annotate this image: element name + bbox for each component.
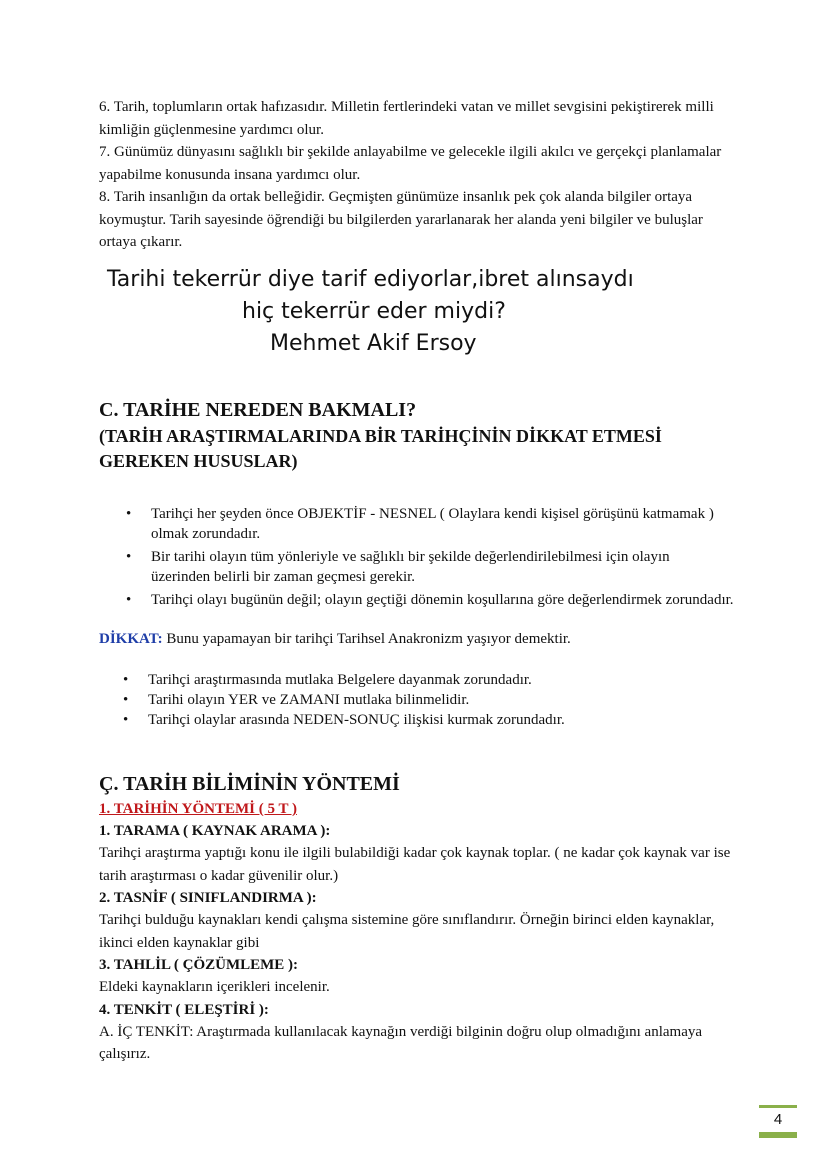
- dikkat-note: [99, 628, 739, 651]
- page-number-box: [759, 1105, 797, 1138]
- dikkat-label: DİKKAT:: [99, 630, 163, 647]
- section-c-bullet-list-2: [99, 670, 739, 730]
- method-text: A. İÇ TENKİT: Araştırmada kullanılacak kaynağın verdiği bilginin doğru olup olmadığını anlamaya çalışırız.: [99, 1023, 703, 1062]
- quote-block: [99, 264, 739, 360]
- method-item-1: [99, 820, 739, 887]
- list-item: • Bir tarihi olayın tüm yönleriyle ve sağlıklı bir şekilde değerlendirilebilmesi için olayın üzerinden belirli bir zaman geçmesi gerekir.: [126, 548, 670, 585]
- method-text: Eldeki kaynakların içerikleri incelenir.: [99, 979, 330, 995]
- paragraph-7: 7. Günümüz dünyasını sağlıklı bir şekilde anlayabilme ve gelecekle ilgili akılcı ve gerçekçi planlamalar yapabilme konusunda insana yardımcı olur.: [99, 144, 722, 183]
- paragraph-6: 6. Tarih, toplumların ortak hafızasıdır. Milletin fertlerindeki vatan ve millet sevgisini pekiştirerek milli kimliğin güçlenmesine yardımcı olur.: [99, 99, 714, 138]
- section-c-bullet-list: [99, 504, 739, 610]
- list-item: • Tarihçi araştırmasında mutlaka Belgelere dayanmak zorundadır.: [123, 672, 532, 688]
- page-number: 4: [773, 1111, 783, 1128]
- method-text: Tarihçi bulduğu kaynakları kendi çalışma sistemine göre sınıflandırır. Örneğin birinci elden kaynaklar, ikinci elden kaynaklar gibi: [99, 912, 715, 951]
- method-item-3: [99, 954, 739, 999]
- method-text: Tarihçi araştırma yaptığı konu ile ilgili bulabildiği kadar çok kaynak toplar. ( ne kadar çok kaynak var ise tarih araştırması o kadar güvenilir olur.): [99, 845, 731, 884]
- method-red-heading: 1. TARİHİN YÖNTEMİ ( 5 T ): [99, 801, 297, 817]
- method-heading: 3. TAHLİL ( ÇÖZÜMLEME ):: [99, 957, 299, 973]
- method-item-2: [99, 887, 739, 954]
- method-heading: 4. TENKİT ( ELEŞTİRİ ):: [99, 1001, 269, 1018]
- quote-line-1: Tarihi tekerrür diye tarif ediyorlar,ibret alınsaydı: [107, 266, 634, 292]
- page-number-bottom-rule: [759, 1132, 797, 1138]
- list-item: • Tarihçi olayı bugünün değil; olayın geçtiği dönemin koşullarına göre değerlendirmek zorundadır.: [126, 591, 734, 608]
- dikkat-text: Bunu yapamayan bir tarihçi Tarihsel Anakronizm yaşıyor demektir.: [162, 630, 571, 647]
- list-item: • Tarihi olayın YER ve ZAMANI mutlaka bilinmelidir.: [123, 692, 470, 708]
- section-c-title: C. TARİHE NEREDEN BAKMALI?: [99, 398, 417, 421]
- quote-author: Mehmet Akif Ersoy: [270, 330, 477, 356]
- document-page: [99, 96, 739, 1066]
- section-cc-title: Ç. TARİH BİLİMİNİN YÖNTEMİ: [99, 773, 400, 795]
- list-item: • Tarihçi olaylar arasında NEDEN-SONUÇ ilişkisi kurmak zorundadır.: [123, 712, 565, 728]
- section-c-subtitle: (TARİH ARAŞTIRMALARINDA BİR TARİHÇİNİN DİKKAT ETMESİ GEREKEN HUSUSLAR): [99, 425, 662, 471]
- paragraph-8: 8. Tarih insanlığın da ortak belleğidir. Geçmişten günümüze insanlık pek çok alanda bilgiler ortaya koymuştur. Tarih sayesinde öğrendiği bu bilgilerden yararlanarak her alanda yeni bilgiler ve buluşlar ortaya çıkarır.: [99, 189, 703, 250]
- method-item-4: [99, 999, 739, 1066]
- method-heading: 1. TARAMA ( KAYNAK ARAMA ):: [99, 823, 331, 839]
- list-item: • Tarihçi her şeyden önce OBJEKTİF - NESNEL ( Olaylara kendi kişisel görüşünü katmamak ) olmak zorundadır.: [126, 505, 714, 542]
- quote-line-2: hiç tekerrür eder miydi?: [242, 298, 506, 324]
- method-heading: 2. TASNİF ( SINIFLANDIRMA ):: [99, 890, 317, 906]
